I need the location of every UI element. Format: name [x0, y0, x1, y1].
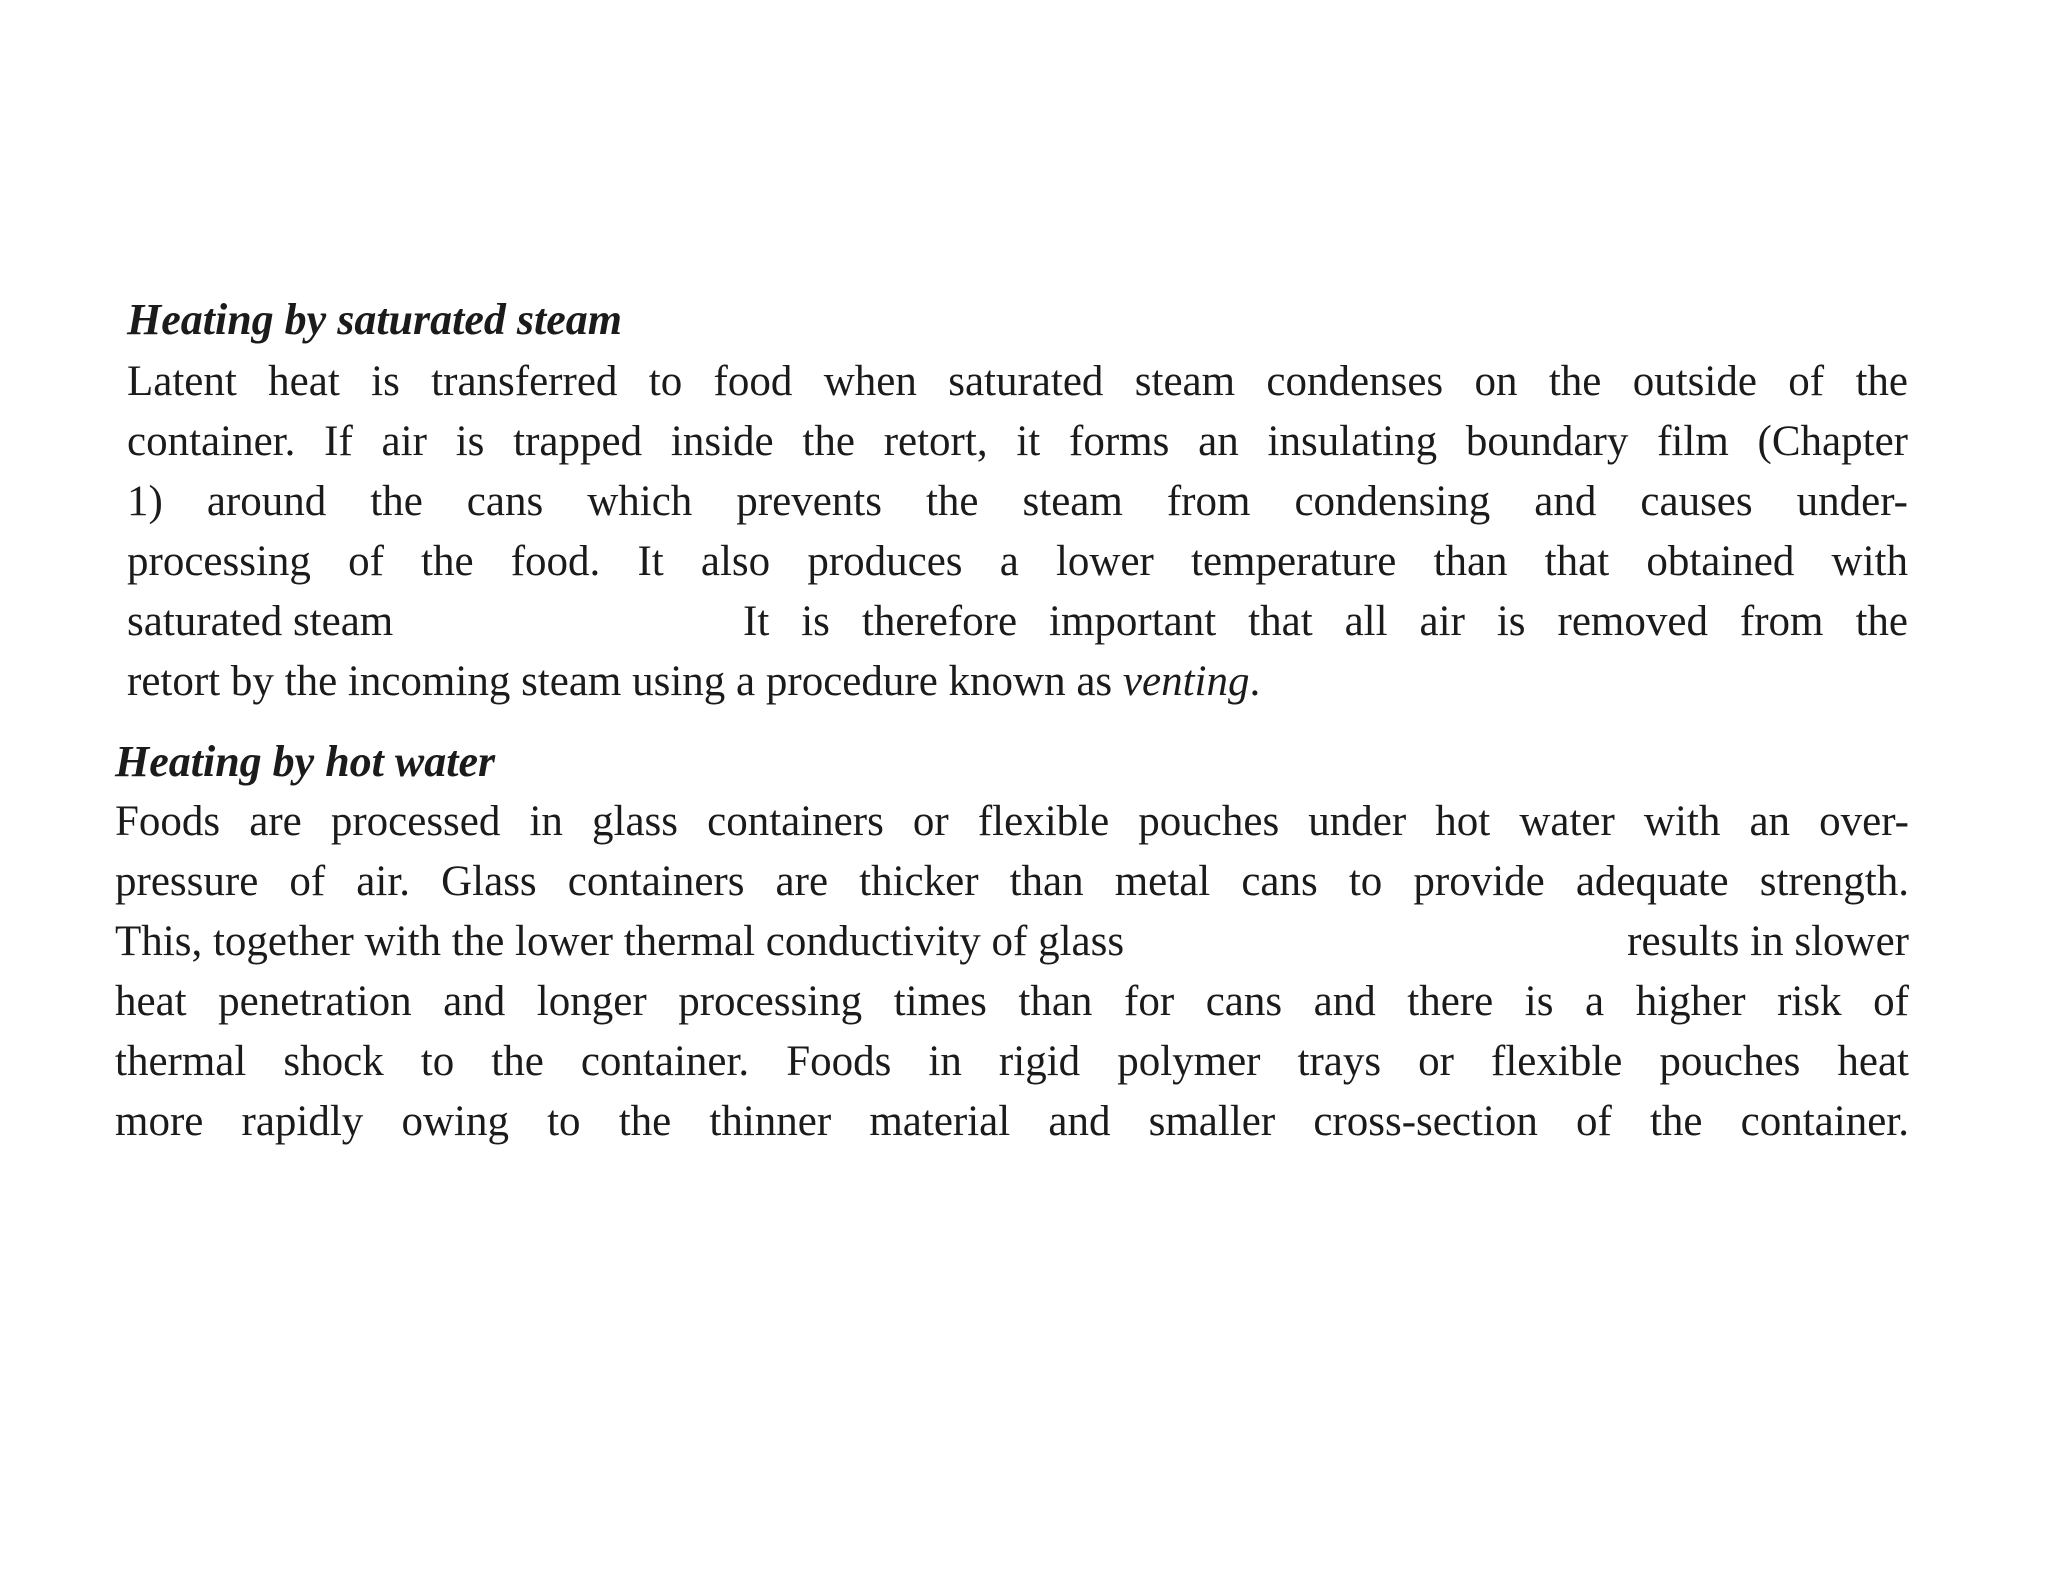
- text-line: container. If air is trapped inside the retort, it forms an insulating boundary film (Chapter: [127, 418, 1908, 465]
- text-line: [127, 592, 1908, 652]
- text-line: [127, 652, 1908, 712]
- text-line: 1) around the cans which prevents the steam from condensing and causes under-: [127, 478, 1908, 525]
- paragraph-hot-water: [115, 792, 1909, 1152]
- text-line-part: retort by the incoming steam using a procedure known as: [127, 658, 1123, 705]
- text-line: heat penetration and longer processing times than for cans and there is a higher risk of: [115, 978, 1909, 1025]
- emphasis-term: venting: [1122, 658, 1250, 705]
- text-line-part: .: [1249, 658, 1261, 705]
- text-line: Latent heat is transferred to food when saturated steam condenses on the outside of the: [127, 358, 1908, 405]
- text-line: Foods are processed in glass containers or flexible pouches under hot water with an over-: [115, 798, 1909, 845]
- section-heading-saturated-steam: Heating by saturated steam: [127, 295, 622, 344]
- text-line: processing of the food. It also produces a lower temperature than that obtained with: [127, 538, 1908, 585]
- text-line-part: This, together with the lower thermal conductivity of glass: [115, 918, 1125, 965]
- text-line-part: It is therefore important that all air is removed from the: [743, 598, 1908, 645]
- text-line: more rapidly owing to the thinner material and smaller cross-section of the container.: [115, 1098, 1909, 1145]
- section-heading-hot-water: Heating by hot water: [115, 737, 496, 786]
- text-line: [115, 912, 1909, 972]
- paragraph-saturated-steam: [127, 352, 1908, 712]
- text-line-part: results in slower: [1627, 918, 1909, 965]
- text-line: pressure of air. Glass containers are thicker than metal cans to provide adequate strength.: [115, 858, 1909, 905]
- text-line: thermal shock to the container. Foods in rigid polymer trays or flexible pouches heat: [115, 1038, 1909, 1085]
- text-line-part: saturated steam: [127, 598, 394, 645]
